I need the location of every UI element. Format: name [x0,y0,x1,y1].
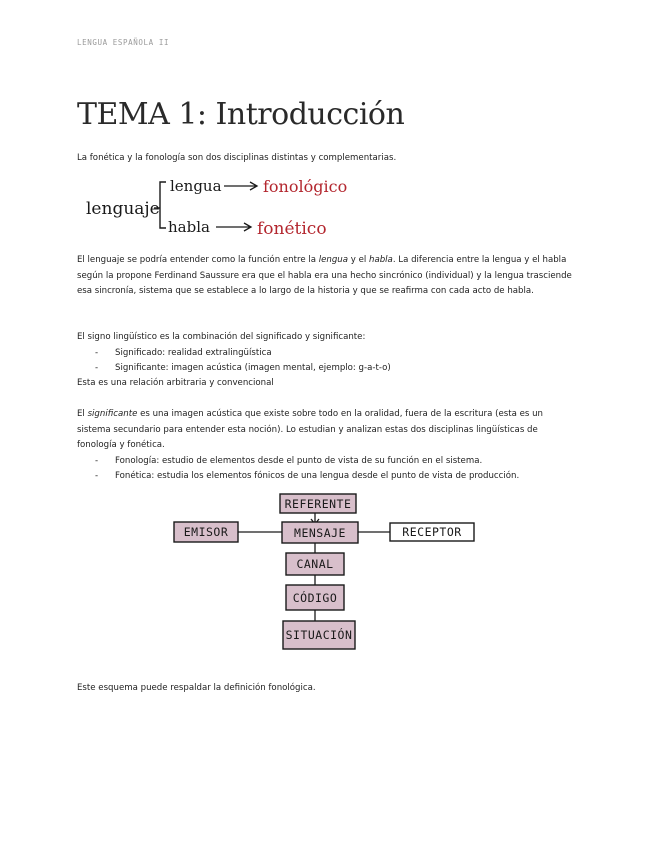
emisor-label: EMISOR [183,525,229,539]
signo-after: Esta es una relación arbitraria y convencional [77,378,274,388]
intro-paragraph: La fonética y la fonología son dos disciplinas distintas y complementarias. [77,153,397,163]
significante-term: significante [87,409,138,419]
page-title: TEMA 1: Introducción [77,97,405,132]
lengua-term: lengua [318,255,349,265]
list-item: - Significante: imagen acústica (imagen mental, ejemplo: g-a-t-o) [95,363,391,373]
lenguaje-bracket [160,182,166,228]
lenguaje-paragraph: El lenguaje se podría entender como la función entre la lengua y el habla. La diferencia entre la lengua y el habla según la propone Ferdinand Saussure era que el habla era una hecho sincrónico (individual) y la lengua trasciende esa sincronía, sistema que se establece a lo largo de la historia y que se reafirma con cada acto de habla. [77,255,572,296]
list-item: - Fonología: estudio de elementos desde el punto de vista de su función en el sistema. [95,456,483,466]
list-item: - Significado: realidad extralingüística [95,348,272,358]
codigo-label: CÓDIGO [292,591,338,605]
arrow-icon [216,223,251,231]
conclusion-paragraph: Este esquema puede respaldar la definición fonológica. [77,683,316,693]
signo-intro: El signo lingüístico es la combinación del significado y significante: [77,332,366,342]
lengua-label: lengua [170,177,222,195]
arrow-icon [224,182,257,190]
lenguaje-root-label: lenguaje [86,199,160,219]
receptor-label: RECEPTOR [402,525,462,539]
page-header: LENGUA ESPAÑOLA II [77,38,170,47]
communication-diagram [170,490,480,655]
situacion-label: SITUACIÓN [285,628,353,642]
canal-label: CANAL [296,557,334,571]
fonetico-label: fonético [257,219,327,239]
habla-label: habla [168,218,210,236]
list-item: - Fonética: estudia los elementos fónicos de una lengua desde el punto de vista de producción. [95,471,520,481]
lenguaje-diagram [80,170,370,242]
habla-term: habla [369,255,393,265]
fonologico-label: fonológico [263,177,348,196]
mensaje-label: MENSAJE [294,526,346,540]
significante-paragraph: El significante es una imagen acústica que existe sobre todo en la oralidad, fuera de la escritura (esta es un sistema secundario para entender esta noción). Lo estudian y analizan estas dos disciplinas lingüísticas de fonología y fonética. [77,409,543,450]
referente-label: REFERENTE [284,497,352,511]
